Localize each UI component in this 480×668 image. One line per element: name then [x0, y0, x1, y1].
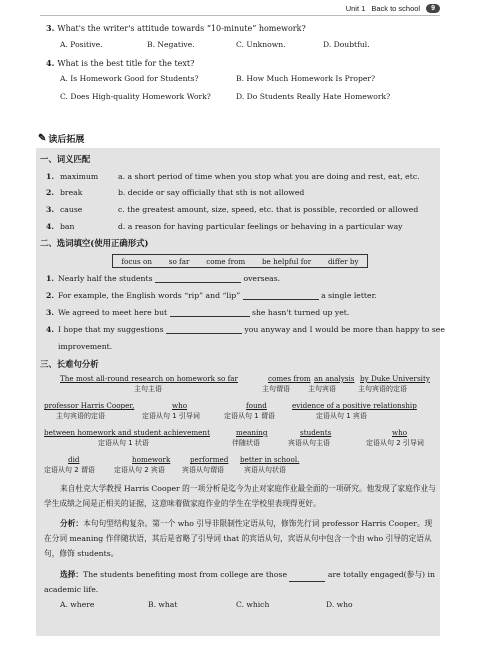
sentence-segment: by Duke University	[360, 374, 430, 383]
sentence-segment: evidence of a positive relationship	[292, 401, 417, 410]
answer-blank[interactable]	[289, 573, 325, 582]
question-4: 4. What is the best title for the text?	[46, 58, 195, 68]
grammar-annotation: 伴随状语	[232, 439, 260, 447]
part1-title: 一、词义匹配	[40, 154, 91, 164]
q3-option-d[interactable]: D. Doubtful.	[323, 40, 370, 49]
grammar-annotation: 主句主语	[134, 385, 162, 393]
fill-item-2: 2. For example, the English words “rip” and “lip” a single letter.	[46, 291, 377, 300]
sentence-segment: The most all-round research on homework so far	[60, 374, 238, 383]
translation-paragraph: 来自杜克大学教授 Harris Cooper 的一项分析是迄今为止对家庭作业最全面的一项研究。他发现了家庭作业与学生成绩之间是正相关的证据，这意味着做家庭作业的学生在学校里表现得更好。	[44, 484, 436, 508]
answer-blank[interactable]	[166, 325, 242, 334]
q4-option-a[interactable]: A. Is Homework Good for Students?	[60, 74, 199, 83]
header-divider	[40, 15, 440, 16]
fill-item-1: 1. Nearly half the students overseas.	[46, 274, 281, 283]
grammar-annotation: 定语从句 2 宾语	[114, 466, 165, 474]
q4-option-c[interactable]: C. Does High-quality Homework Work?	[60, 92, 211, 101]
sentence-segment: an analysis	[314, 374, 355, 383]
sentence-segment: performed	[190, 455, 229, 464]
sentence-segment: homework	[132, 455, 171, 464]
grammar-annotation: 定语从句 1 状语	[98, 439, 149, 447]
sentence-segment: found	[246, 401, 267, 410]
word-bank-item: focus on	[121, 256, 152, 266]
question-3: 3. What's the writer's attitude towards “10-minute” homework?	[46, 23, 306, 33]
q4-option-b[interactable]: B. How Much Homework Is Proper?	[236, 74, 376, 83]
answer-blank[interactable]	[170, 308, 250, 317]
answer-blank[interactable]	[243, 291, 319, 300]
choice-question: 选择：The students benefiting most from college are those are totally engaged(参与) in academic life.	[44, 570, 435, 594]
word-bank	[112, 254, 368, 268]
grammar-annotation: 定语从句 2 引导词	[366, 439, 424, 447]
sentence-segment: comes from	[268, 374, 311, 383]
sentence-segment: did	[68, 455, 80, 464]
match-row: 2. break b. decide or say officially that sth is not allowed	[46, 188, 305, 197]
grammar-annotation: 主句谓语	[262, 385, 290, 393]
word-bank-item: differ by	[327, 256, 359, 266]
q3-option-b[interactable]: B. Negative.	[147, 40, 195, 49]
part2-title: 二、选词填空(使用正确形式)	[40, 238, 149, 248]
grammar-annotation: 定语从句 1 谓语	[224, 412, 275, 420]
sentence-segment: meaning	[236, 428, 268, 437]
grammar-annotation: 定语从句 1 引导词	[142, 412, 200, 420]
sentence-segment: students	[300, 428, 332, 437]
sentence-segment: who	[392, 428, 408, 437]
grammar-annotation: 主句宾语	[308, 385, 336, 393]
fill-item-4-continued: improvement.	[58, 342, 113, 351]
grammar-annotation: 主句宾语的定语	[358, 385, 407, 393]
q3-option-c[interactable]: C. Unknown.	[236, 40, 286, 49]
answer-blank[interactable]	[155, 274, 241, 283]
q4-option-d[interactable]: D. Do Students Really Hate Homework?	[236, 92, 391, 101]
word-bank-item: come from	[206, 256, 246, 266]
choice-option-b[interactable]: B. what	[148, 600, 178, 609]
section-title: ✎ 读后拓展	[38, 133, 85, 145]
page-header	[346, 4, 440, 13]
grammar-annotation: 定语从句 1 宾语	[316, 412, 367, 420]
match-row: 1. maximum a. a short period of time when you stop what you are doing and rest, eat, etc.	[46, 172, 420, 181]
match-row: 3. cause c. the greatest amount, size, speed, etc. that is possible, recorded or allowed	[46, 205, 419, 214]
unit-title: Back to school	[371, 4, 421, 13]
grammar-annotation: 主句宾语的定语	[56, 412, 105, 420]
sentence-segment: who	[172, 401, 188, 410]
choice-option-a[interactable]: A. where	[60, 600, 95, 609]
part3-title: 三、长难句分析	[40, 359, 99, 369]
grammar-annotation: 定语从句 2 谓语	[44, 466, 95, 474]
fill-item-4: 4. I hope that my suggestions you anyway and I would be more than happy to see	[46, 325, 445, 334]
match-row: 4. ban d. a reason for having particular feelings or behaving in a particular way	[46, 222, 403, 231]
choice-option-c[interactable]: C. which	[236, 600, 270, 609]
q3-option-a[interactable]: A. Positive.	[60, 40, 103, 49]
grammar-annotation: 宾语从句主语	[288, 439, 330, 447]
word-bank-item: so far	[168, 256, 190, 266]
unit-label: Unit 1	[345, 4, 366, 13]
word-bank-item: be helpful for	[261, 256, 312, 266]
sentence-segment: between homework and student achievement	[44, 428, 210, 437]
grammar-annotation: 宾语从句状语	[244, 466, 286, 474]
pen-icon: ✎	[38, 133, 47, 144]
grammar-annotation: 宾语从句谓语	[182, 466, 224, 474]
fill-item-3: 3. We agreed to meet here but she hasn't turned up yet.	[46, 308, 350, 317]
analysis-paragraph: 分析：本句句型结构复杂。第一个 who 引导非限制性定语从句，修饰先行词 professor Harris Cooper。现在分词 meaning 作伴随状语，其后是省略了引导词 that 的宾语从句，宾语从句中包含一个由 who 引导的定语从句，修饰 students。	[44, 519, 433, 558]
page-number-badge: 9	[426, 4, 440, 13]
sentence-segment: professor Harris Cooper,	[44, 401, 135, 410]
sentence-segment: better in school.	[240, 455, 300, 464]
choice-option-d[interactable]: D. who	[326, 600, 353, 609]
